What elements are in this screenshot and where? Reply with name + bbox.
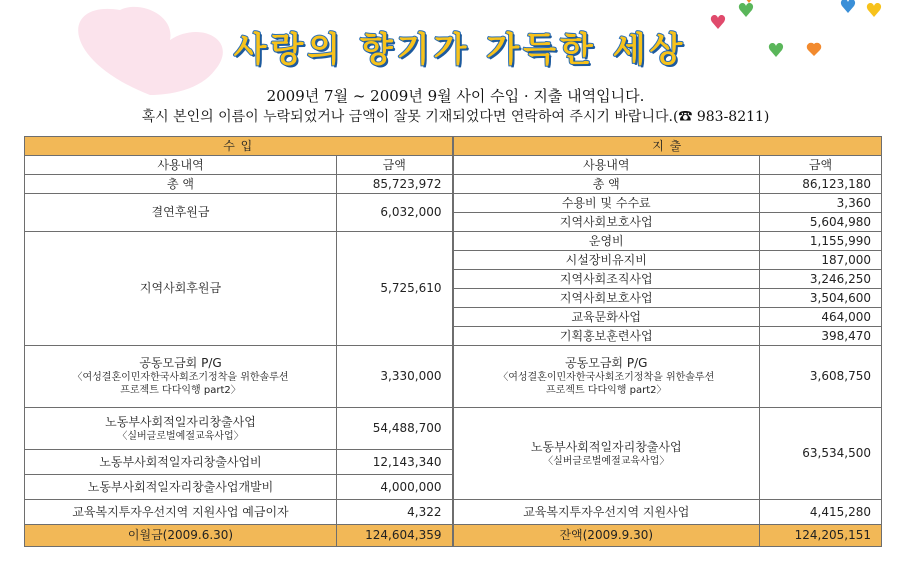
- income-item-label: 결연후원금: [25, 194, 337, 232]
- expense-item-amount: 5,604,980: [760, 213, 882, 232]
- table-row: [25, 232, 882, 251]
- item-note: 프로젝트 다다익행 part2〉: [545, 385, 667, 396]
- expense-item-label: 지역사회보호사업: [453, 213, 760, 232]
- expense-total: 86,123,180: [760, 175, 882, 194]
- expense-footer-label: 잔액(2009.9.30): [453, 525, 760, 547]
- expense-item-label: 교육문화사업: [453, 308, 760, 327]
- expense-item-amount: 3,360: [760, 194, 882, 213]
- expense-col-amount: 금액: [760, 156, 882, 175]
- expense-item-label: [453, 346, 760, 408]
- expense-col-item: 사용내역: [453, 156, 760, 175]
- income-item-label: 지역사회후원금: [25, 232, 337, 346]
- total-row: [25, 175, 882, 194]
- expense-item-amount: 187,000: [760, 251, 882, 270]
- income-item-amount: 54,488,700: [337, 408, 453, 450]
- expense-total-label: 총 액: [453, 175, 760, 194]
- income-item-amount: 12,143,340: [337, 450, 453, 475]
- item-title: 노동부사회적일자리창출사업: [105, 414, 256, 429]
- expense-header: 지 출: [453, 137, 882, 156]
- expense-item-amount: 398,470: [760, 327, 882, 346]
- expense-item-label: 시설장비유지비: [453, 251, 760, 270]
- period-description: 2009년 7월 ~ 2009년 9월 사이 수입 · 지출 내역입니다.: [266, 87, 645, 105]
- income-footer-amount: 124,604,359: [337, 525, 453, 547]
- footer-row: [25, 525, 882, 547]
- expense-item-amount: 4,415,280: [760, 500, 882, 525]
- income-col-amount: 금액: [337, 156, 453, 175]
- expense-item-amount: 3,246,250: [760, 270, 882, 289]
- column-header-row: [25, 156, 882, 175]
- contact-notice: 혹시 본인의 이름이 누락되었거나 금액이 잘못 기재되었다면 연락하여 주시기 바랍니다.(☎ 983-8211): [141, 109, 770, 125]
- table-row: [25, 500, 882, 525]
- income-item-label: 교육복지투자우선지역 지원사업 예금이자: [25, 500, 337, 525]
- expense-item-label: [453, 408, 760, 500]
- income-total-label: 총 액: [25, 175, 337, 194]
- income-item-label: [25, 346, 337, 408]
- income-item-label: 노동부사회적일자리창출사업개발비: [25, 475, 337, 500]
- expense-item-amount: 3,608,750: [760, 346, 882, 408]
- table-row: [25, 408, 882, 450]
- item-note: 프로젝트 다다익행 part2〉: [120, 385, 241, 396]
- income-item-amount: 6,032,000: [337, 194, 453, 232]
- item-note: 〈여성결혼이민자한국사회조기정착을 위한솔루션: [498, 372, 715, 383]
- item-note: 〈실버글로벌예절교육사업〉: [117, 430, 244, 442]
- page-title: 사랑의 향기가 가득한 세상: [233, 30, 687, 70]
- income-header: 수 입: [25, 137, 453, 156]
- income-col-item: 사용내역: [25, 156, 337, 175]
- expense-item-label: 교육복지투자우선지역 지원사업: [453, 500, 760, 525]
- income-item-label: 노동부사회적일자리창출사업비: [25, 450, 337, 475]
- income-expense-table: [24, 136, 882, 547]
- expense-item-label: 기획홍보훈련사업: [453, 327, 760, 346]
- expense-item-amount: 1,155,990: [760, 232, 882, 251]
- expense-item-label: 운영비: [453, 232, 760, 251]
- item-title: 공동모금회 P/G: [565, 356, 648, 370]
- table-row: [25, 346, 882, 408]
- income-total: 85,723,972: [337, 175, 453, 194]
- expense-footer-amount: 124,205,151: [760, 525, 882, 547]
- small-heart-icons: [711, 0, 881, 57]
- section-header-row: [25, 137, 882, 156]
- expense-item-amount: 464,000: [760, 308, 882, 327]
- item-note: 〈실버글로벌예절교육사업〉: [543, 455, 670, 467]
- income-item-amount: 3,330,000: [337, 346, 453, 408]
- income-footer-label: 이월금(2009.6.30): [25, 525, 337, 547]
- expense-item-amount: 63,534,500: [760, 408, 882, 500]
- expense-item-label: 지역사회보호사업: [453, 289, 760, 308]
- item-title: 노동부사회적일자리창출사업: [530, 439, 682, 454]
- income-item-amount: 4,000,000: [337, 475, 453, 500]
- table-row: [25, 194, 882, 213]
- expense-item-label: 지역사회조직사업: [453, 270, 760, 289]
- item-note: 〈여성결혼이민자한국사회조기정착을 위한솔루션: [72, 372, 289, 383]
- expense-item-label: 수용비 및 수수료: [453, 194, 760, 213]
- item-title: 공동모금회 P/G: [139, 356, 222, 370]
- income-item-amount: 5,725,610: [337, 232, 453, 346]
- income-item-amount: 4,322: [337, 500, 453, 525]
- income-item-label: [25, 408, 337, 450]
- expense-item-amount: 3,504,600: [760, 289, 882, 308]
